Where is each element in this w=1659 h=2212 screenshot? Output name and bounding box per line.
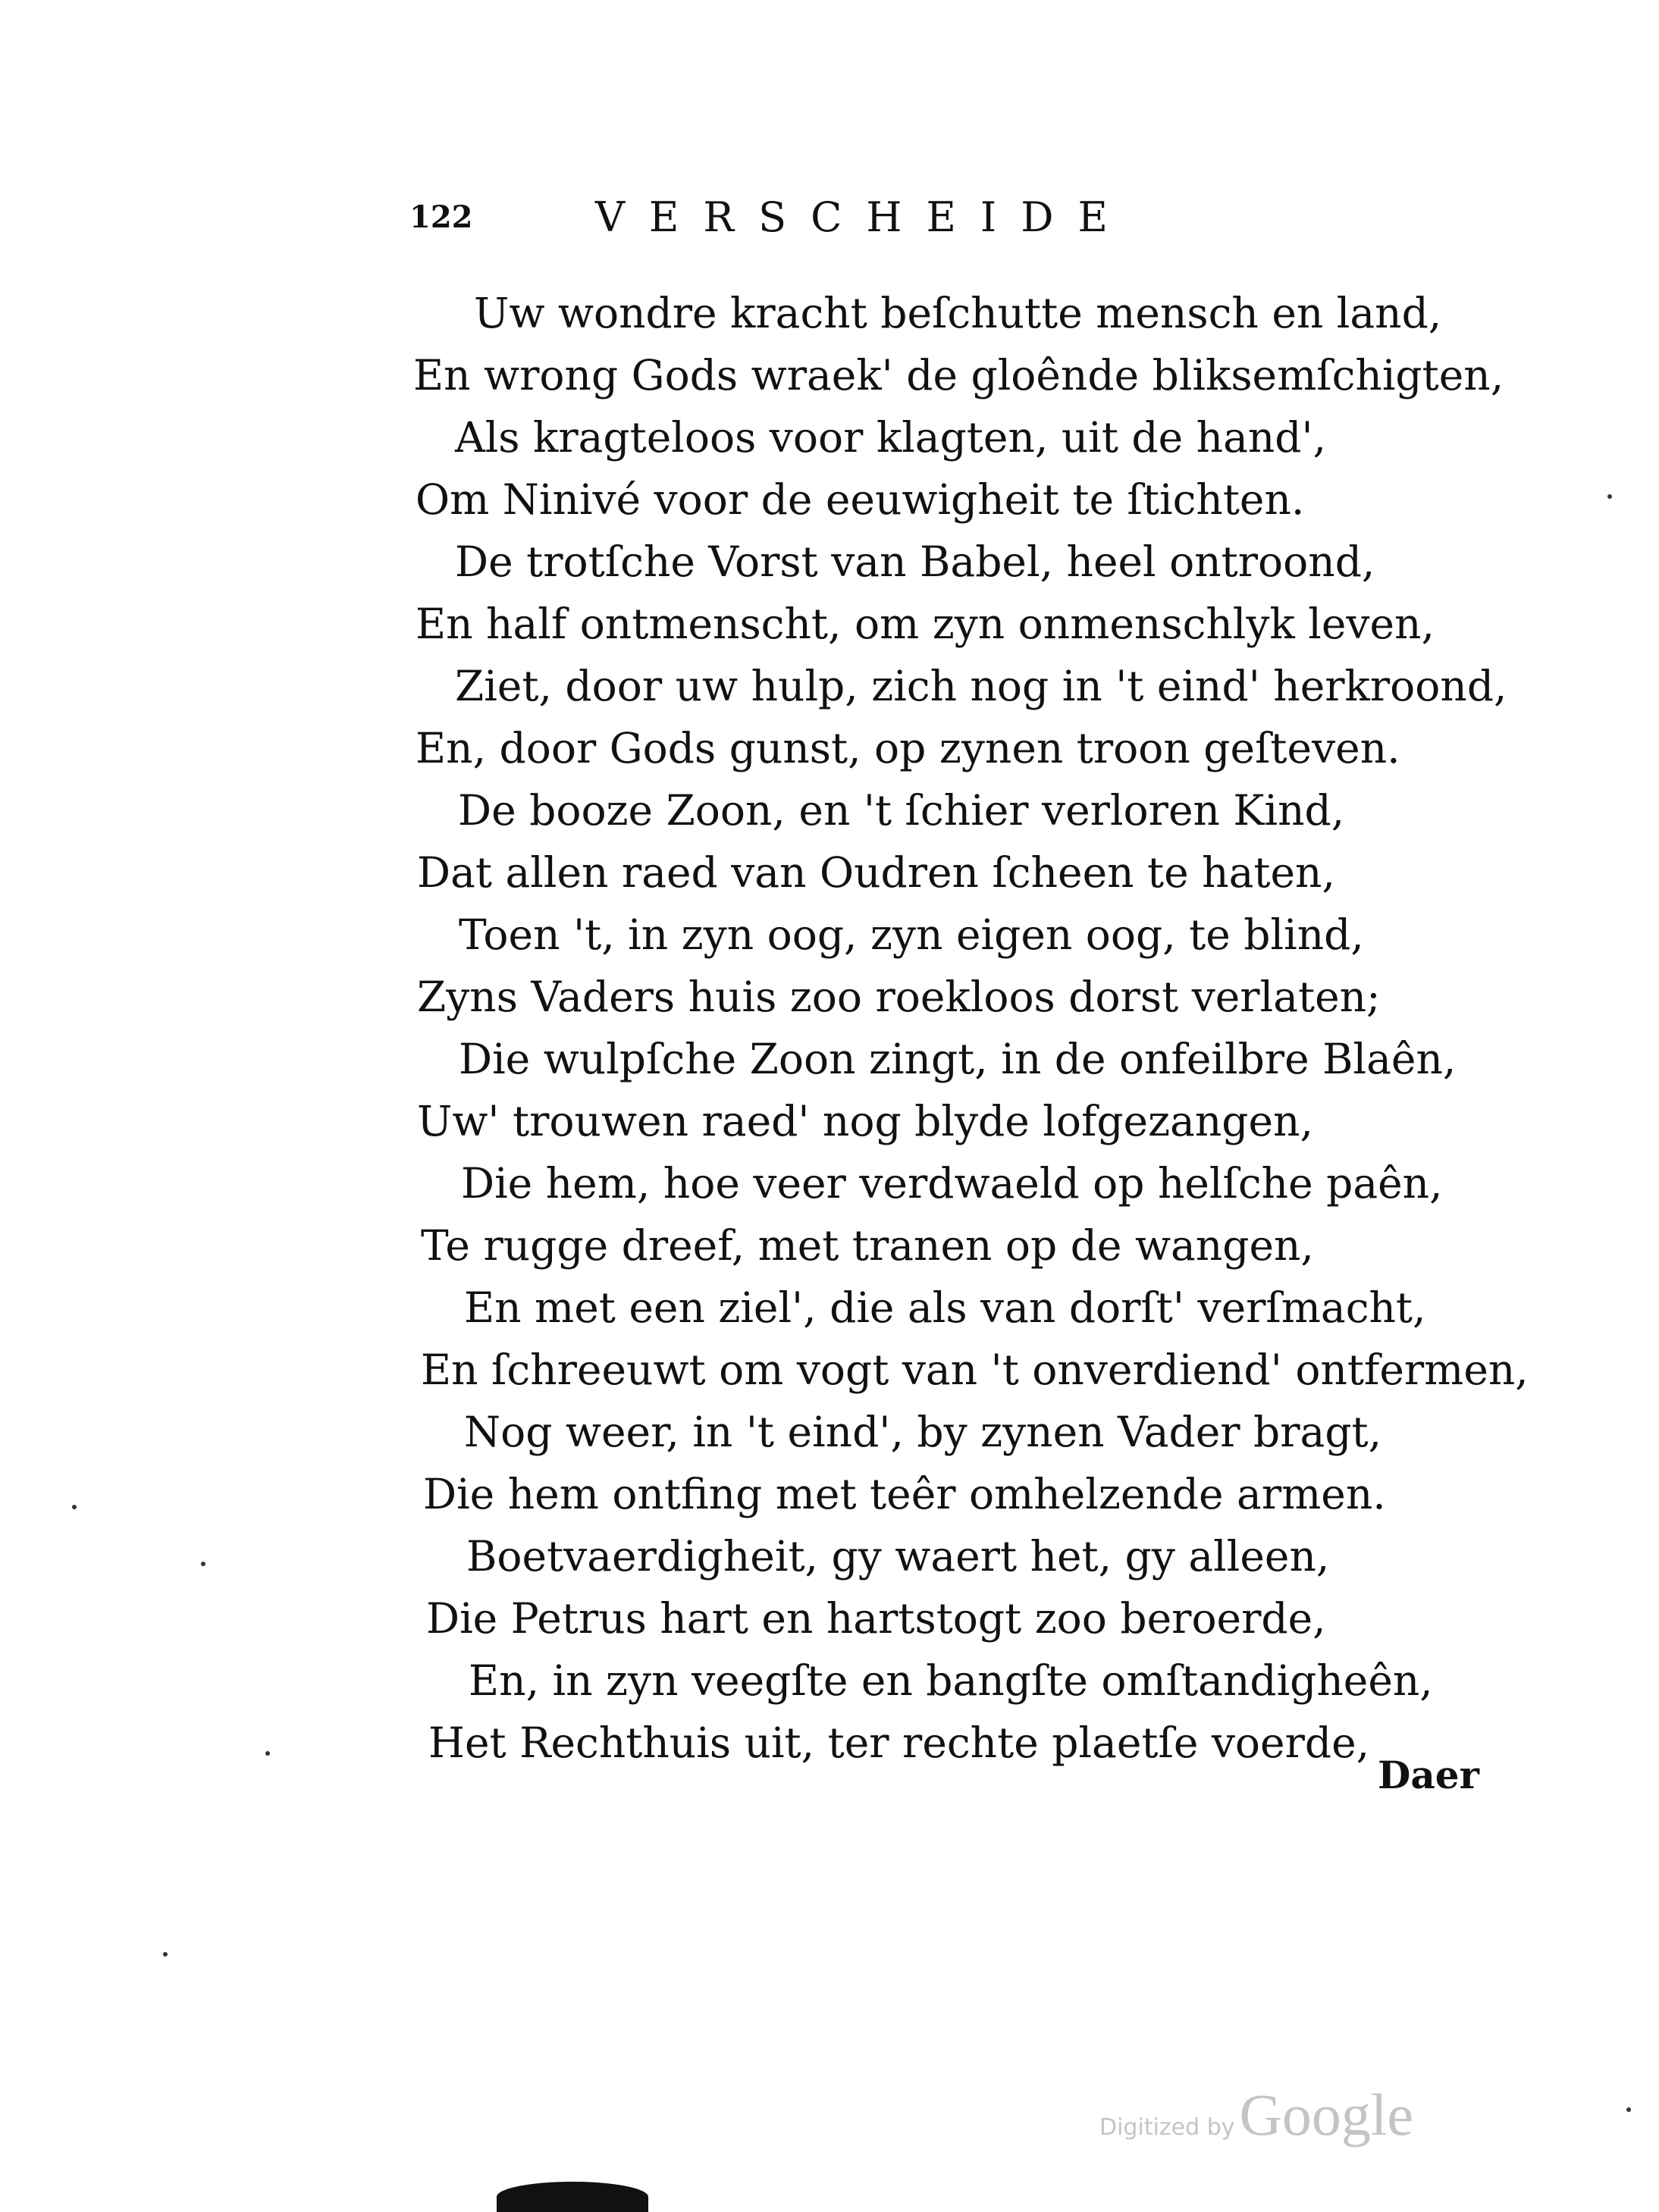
poem-line: Boetvaerdigheit, gy waert het, gy alleen, xyxy=(466,1532,1330,1581)
poem-line: Ziet, door uw hulp, zich nog in 't eind' herkroond, xyxy=(455,662,1507,710)
scan-speck xyxy=(265,1751,270,1756)
poem-line: En, in zyn veegſte en bangſte omſtandigheên, xyxy=(469,1656,1433,1705)
scan-speck xyxy=(201,1562,205,1566)
poem-line: Om Ninivé voor de eeuwigheit te ſtichten. xyxy=(416,475,1305,524)
scan-speck xyxy=(1626,2107,1631,2112)
page-number: 122 xyxy=(409,199,473,235)
poem-line: Als kragteloos voor klagten, uit de hand', xyxy=(455,413,1327,462)
scan-speck xyxy=(72,1505,77,1509)
poem-line: De trotſche Vorst van Babel, heel ontroond, xyxy=(455,537,1375,586)
watermark-prefix: Digitized by xyxy=(1099,2114,1235,2141)
poem-line: Uw' trouwen raed' nog blyde lofgezangen, xyxy=(417,1097,1313,1145)
poem-line: Die wulpſche Zoon zingt, in de onfeilbre Blaên, xyxy=(459,1035,1457,1083)
poem-line: De booze Zoon, en 't ſchier verloren Kind, xyxy=(458,786,1345,835)
poem-line: Nog weer, in 't eind', by zynen Vader bragt, xyxy=(464,1408,1382,1456)
scan-speck xyxy=(163,1952,168,1957)
poem-line: Die Petrus hart en hartstogt zoo beroerde, xyxy=(426,1594,1326,1643)
poem-line: Het Rechthuis uit, ter rechte plaetſe voerde, xyxy=(428,1719,1370,1767)
running-head: VERSCHEIDE xyxy=(595,193,1132,241)
digitized-watermark xyxy=(1099,2081,1413,2149)
scan-artifact xyxy=(497,2182,648,2212)
catchword: Daer xyxy=(1378,1753,1479,1797)
poem-line: En wrong Gods wraek' de gloênde bliksemſchigten, xyxy=(413,351,1504,399)
poem-line: Dat allen raed van Oudren ſcheen te haten, xyxy=(417,848,1335,897)
poem-line: En, door Gods gunst, op zynen troon geſteven. xyxy=(416,724,1400,772)
watermark-brand: Google xyxy=(1239,2082,1414,2148)
poem-line: Die hem, hoe veer verdwaeld op helſche paên, xyxy=(461,1159,1443,1208)
poem-line: Die hem ontfing met teêr omhelzende armen. xyxy=(423,1470,1386,1518)
poem-line: En half ontmenscht, om zyn onmenschlyk leven, xyxy=(416,600,1435,648)
poem-line: Toen 't, in zyn oog, zyn eigen oog, te blind, xyxy=(459,910,1364,959)
poem-line: Zyns Vaders huis zoo roekloos dorst verlaten; xyxy=(417,973,1381,1021)
poem-line: En ſchreeuwt om vogt van 't onverdiend' ontfermen, xyxy=(421,1346,1529,1394)
poem-line: Te rugge dreef, met tranen op de wangen, xyxy=(421,1221,1314,1270)
page-header xyxy=(409,193,1319,254)
scan-speck xyxy=(1607,494,1612,499)
poem-line: Uw wondre kracht beſchutte mensch en land, xyxy=(474,289,1442,337)
poem-line: En met een ziel', die als van dorſt' verſmacht, xyxy=(464,1283,1426,1332)
